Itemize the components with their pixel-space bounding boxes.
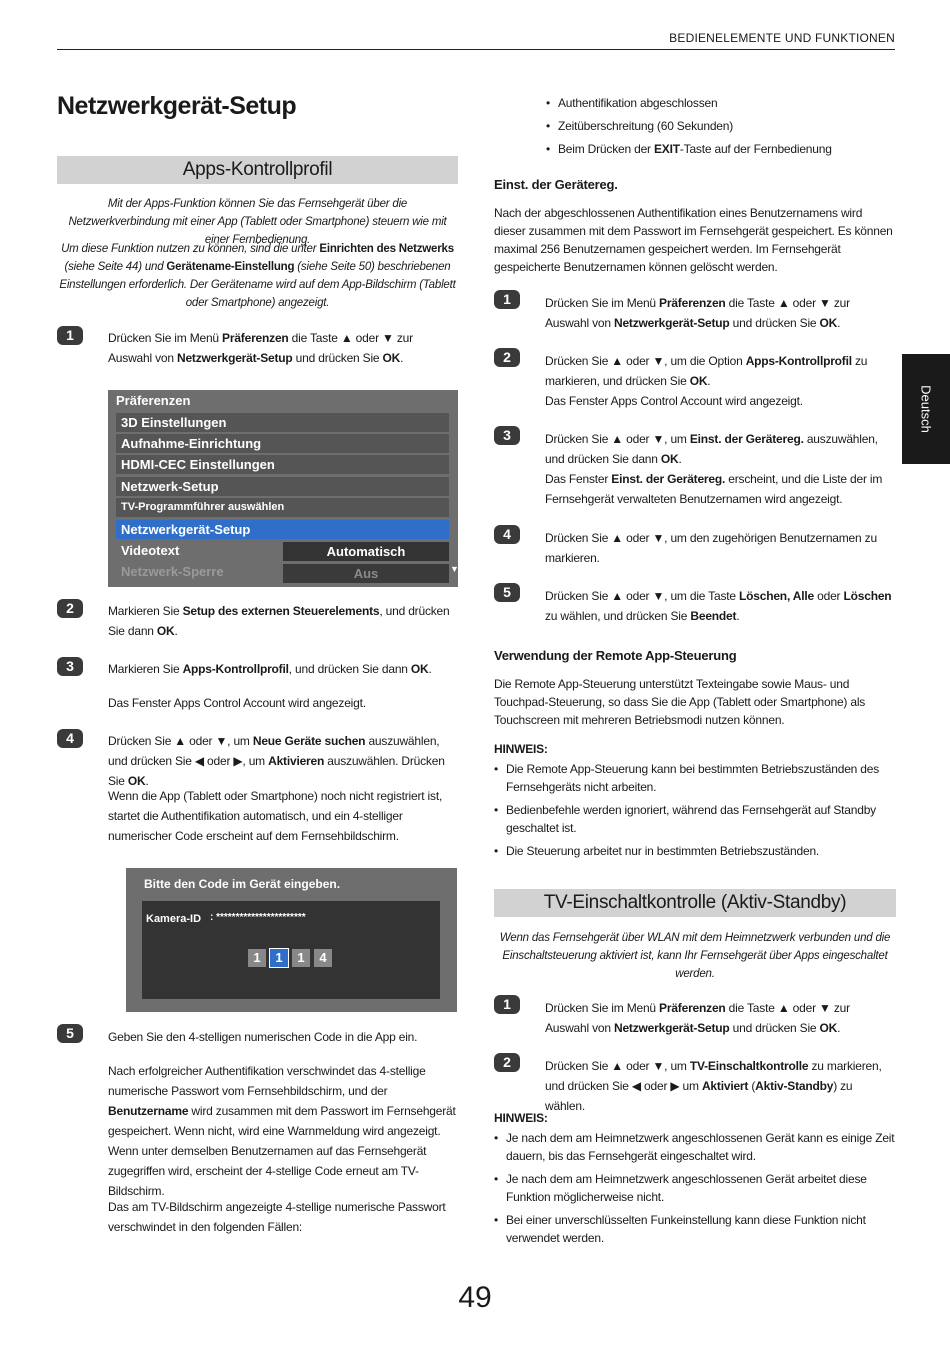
bullet-item: • Authentifikation abgeschlossen <box>546 94 896 112</box>
scroll-down-icon: ▼ <box>450 564 459 574</box>
menu-item-selected: Netzwerkgerät-Setup <box>116 520 449 539</box>
step-number: 5 <box>494 583 520 602</box>
page-title: Netzwerkgerät-Setup <box>57 92 297 120</box>
page-number: 49 <box>458 1281 492 1314</box>
menu-title: Präferenzen <box>116 393 191 408</box>
paragraph: Die Remote App-Steuerung unterstützt Texteingabe sowie Maus- und Touchpad-Steuerung, so dass Sie die App (Tablett oder Smartphone) als Touchscreen mit mehreren Betriebsmodi nutzen können. <box>494 677 866 727</box>
bullet-list <box>546 94 896 163</box>
note-item: • Bei einer unverschlüsselten Funkeinstellung kann diese Funktion nicht verwendet werden. <box>494 1211 896 1247</box>
menu-item: Videotext <box>121 543 180 558</box>
section-header: BEDIENELEMENTE UND FUNKTIONEN <box>669 31 895 45</box>
intro-paragraph-2: Um diese Funktion nutzen zu können, sind die unter Einrichten des Netzwerks (siehe Seite 44) und Gerätename-Einstellung (siehe Seite 50) beschriebenen Einstellungen erforderlich. Der Gerätename wird auf dem App-Bildschirm (Tablett oder Smartphone) angezeigt. <box>59 243 456 309</box>
note-list <box>494 1129 896 1252</box>
note-heading: HINWEIS: <box>494 1111 548 1125</box>
note-item: • Je nach dem am Heimnetzwerk angeschlossenen Gerät arbeitet diese Funktion möglicherweise nicht. <box>494 1170 896 1206</box>
menu-item: HDMI-CEC Einstellungen <box>116 455 449 474</box>
step-number: 4 <box>494 525 520 544</box>
step-number: 3 <box>494 426 520 445</box>
step-text: Markieren Sie Apps-Kontrollprofil, und drücken Sie dann OK. <box>108 662 432 676</box>
code-digit: 4 <box>314 949 332 967</box>
step-number: 1 <box>494 995 520 1014</box>
code-label: Kamera-ID <box>146 913 202 925</box>
language-tab-label: Deutsch <box>918 385 934 433</box>
section-band-standby: TV-Einschaltkontrolle (Aktiv-Standby) <box>494 889 896 917</box>
code-masked: : *********************** <box>210 912 306 923</box>
note-item: • Die Steuerung arbeitet nur in bestimmten Betriebszuständen. <box>494 842 896 860</box>
code-entry-screenshot <box>126 868 457 1012</box>
paragraph: Nach der abgeschlossenen Authentifikation eines Benutzernamens wird dieser zusammen mit dem Passwort im Fernsehgerät gespeichert. Es können maximal 256 Benutzernamen gespeichert werden. Im Fernsehgerät gespeicherte Benutzernamen können gelöscht werden. <box>494 206 893 274</box>
code-digit: 1 <box>292 949 310 967</box>
step-text: Drücken Sie ▲ oder ▼, um die Taste Löschen, Alle oder Löschen zu wählen, und drücken Sie Beendet. <box>545 589 892 623</box>
step-text: Geben Sie den 4-stelligen numerischen Code in die App ein. <box>108 1030 418 1044</box>
step-number: 2 <box>494 1053 520 1072</box>
step-number: 2 <box>494 348 520 367</box>
menu-item-disabled: Netzwerk-Sperre <box>121 564 224 579</box>
section-band-apps: Apps-Kontrollprofil <box>57 156 458 184</box>
step-text: Das am TV-Bildschirm angezeigte 4-stellige numerische Passwort verschwindet in den folgenden Fällen: <box>108 1200 446 1234</box>
step-text: Markieren Sie Setup des externen Steuerelements, und drücken Sie dann OK. <box>108 604 450 638</box>
menu-item: Aufnahme-Einrichtung <box>116 434 449 453</box>
note-item: • Bedienbefehle werden ignoriert, während das Fernsehgerät auf Standby geschaltet ist. <box>494 801 896 837</box>
menu-item: TV-Programmführer auswählen <box>116 498 449 517</box>
bullet-item: • Zeitüberschreitung (60 Sekunden) <box>546 117 896 135</box>
code-title: Bitte den Code im Gerät eingeben. <box>144 877 341 891</box>
step-number: 1 <box>57 326 83 345</box>
step-text: Drücken Sie ▲ oder ▼, um Einst. der Gerätereg. auszuwählen, und drücken Sie dann OK. Das Fenster Einst. der Gerätereg. erscheint, und die Liste der im Fernsehgerät verwalteten Benutzernamen wird angezeigt. <box>545 432 883 506</box>
language-tab <box>902 354 950 464</box>
menu-item: Netzwerk-Setup <box>116 477 449 496</box>
header-rule <box>57 49 895 50</box>
note-item: • Die Remote App-Steuerung kann bei bestimmten Betriebszuständen des Fernsehgeräts nicht arbeiten. <box>494 760 896 796</box>
step-number: 1 <box>494 290 520 309</box>
step-text: Das Fenster Apps Control Account wird angezeigt. <box>108 696 366 710</box>
step-number: 5 <box>57 1024 83 1043</box>
bullet-item: • Beim Drücken der EXIT-Taste auf der Fernbedienung <box>546 140 896 158</box>
step-text: Wenn die App (Tablett oder Smartphone) noch nicht registriert ist, startet die Authentifikation automatisch, und ein 4-stelliger numerischer Code erscheint auf dem Fernsehbildschirm. <box>108 789 443 843</box>
menu-value-disabled: Aus <box>283 564 449 583</box>
step-text: Drücken Sie im Menü Präferenzen die Taste ▲ oder ▼ zur Auswahl von Netzwerkgerät-Setup und drücken Sie OK. <box>545 1001 850 1035</box>
note-heading: HINWEIS: <box>494 742 548 756</box>
code-digit-selected: 1 <box>270 949 288 967</box>
step-text: Drücken Sie ▲ oder ▼, um Neue Geräte suchen auszuwählen, und drücken Sie ◀ oder ▶, um Aktivieren auszuwählen. Drücken Sie OK. <box>108 734 445 788</box>
step-number: 3 <box>57 657 83 676</box>
step-number: 4 <box>57 729 83 748</box>
step-text: Drücken Sie ▲ oder ▼, um die Option Apps-Kontrollprofil zu markieren, und drücken Sie OK. Das Fenster Apps Control Account wird angezeigt. <box>545 354 868 408</box>
note-item: • Je nach dem am Heimnetzwerk angeschlossenen Gerät kann es einige Zeit dauern, bis das Fernsehgerät eingeschaltet wird. <box>494 1129 896 1165</box>
step-text: Nach erfolgreicher Authentifikation verschwindet das 4-stellige numerische Passwort vom Fernsehbildschirm, und der Benutzername wird zusammen mit dem Passwort im Fernsehgerät gespeichert. Wenn nicht, wird eine Warnmeldung wird angezeigt. Wenn unter demselben Benutzernamen auf das Fernsehgerät zugegriffen wird, erscheint der 4-stellige Code erneut am TV-Bildschirm. <box>108 1064 456 1198</box>
step-text: Drücken Sie im Menü Präferenzen die Taste ▲ oder ▼ zur Auswahl von Netzwerkgerät-Setup und drücken Sie OK. <box>545 296 850 330</box>
intro-paragraph-3: Wenn das Fernsehgerät über WLAN mit dem Heimnetzwerk verbunden und die Einschaltsteuerung aktiviert ist, kann Ihr Fernsehgerät über Apps eingeschaltet werden. <box>499 932 891 980</box>
step-number: 2 <box>57 599 83 618</box>
step-text: Drücken Sie im Menü Präferenzen die Taste ▲ oder ▼ zur Auswahl von Netzwerkgerät-Setup und drücken Sie OK. <box>108 331 413 365</box>
step-text: Drücken Sie ▲ oder ▼, um TV-Einschaltkontrolle zu markieren, und drücken Sie ◀ oder ▶ um Aktiviert (Aktiv-Standby) zu wählen. <box>545 1059 882 1113</box>
note-list <box>494 760 896 865</box>
intro-paragraph: Mit der Apps-Funktion können Sie das Fernsehgerät über die Netzwerkverbindung mit einer App (Tablett oder Smartphone) steuern wie mit einer Fernbedienung. <box>68 198 447 246</box>
menu-value: Automatisch <box>283 542 449 561</box>
step-text: Drücken Sie ▲ oder ▼, um den zugehörigen Benutzernamen zu markieren. <box>545 531 877 565</box>
tv-menu-screenshot <box>108 390 458 587</box>
code-panel <box>142 901 440 999</box>
subheading: Einst. der Gerätereg. <box>494 177 618 192</box>
menu-item: 3D Einstellungen <box>116 413 449 432</box>
code-digit: 1 <box>248 949 266 967</box>
subheading: Verwendung der Remote App-Steuerung <box>494 648 737 663</box>
